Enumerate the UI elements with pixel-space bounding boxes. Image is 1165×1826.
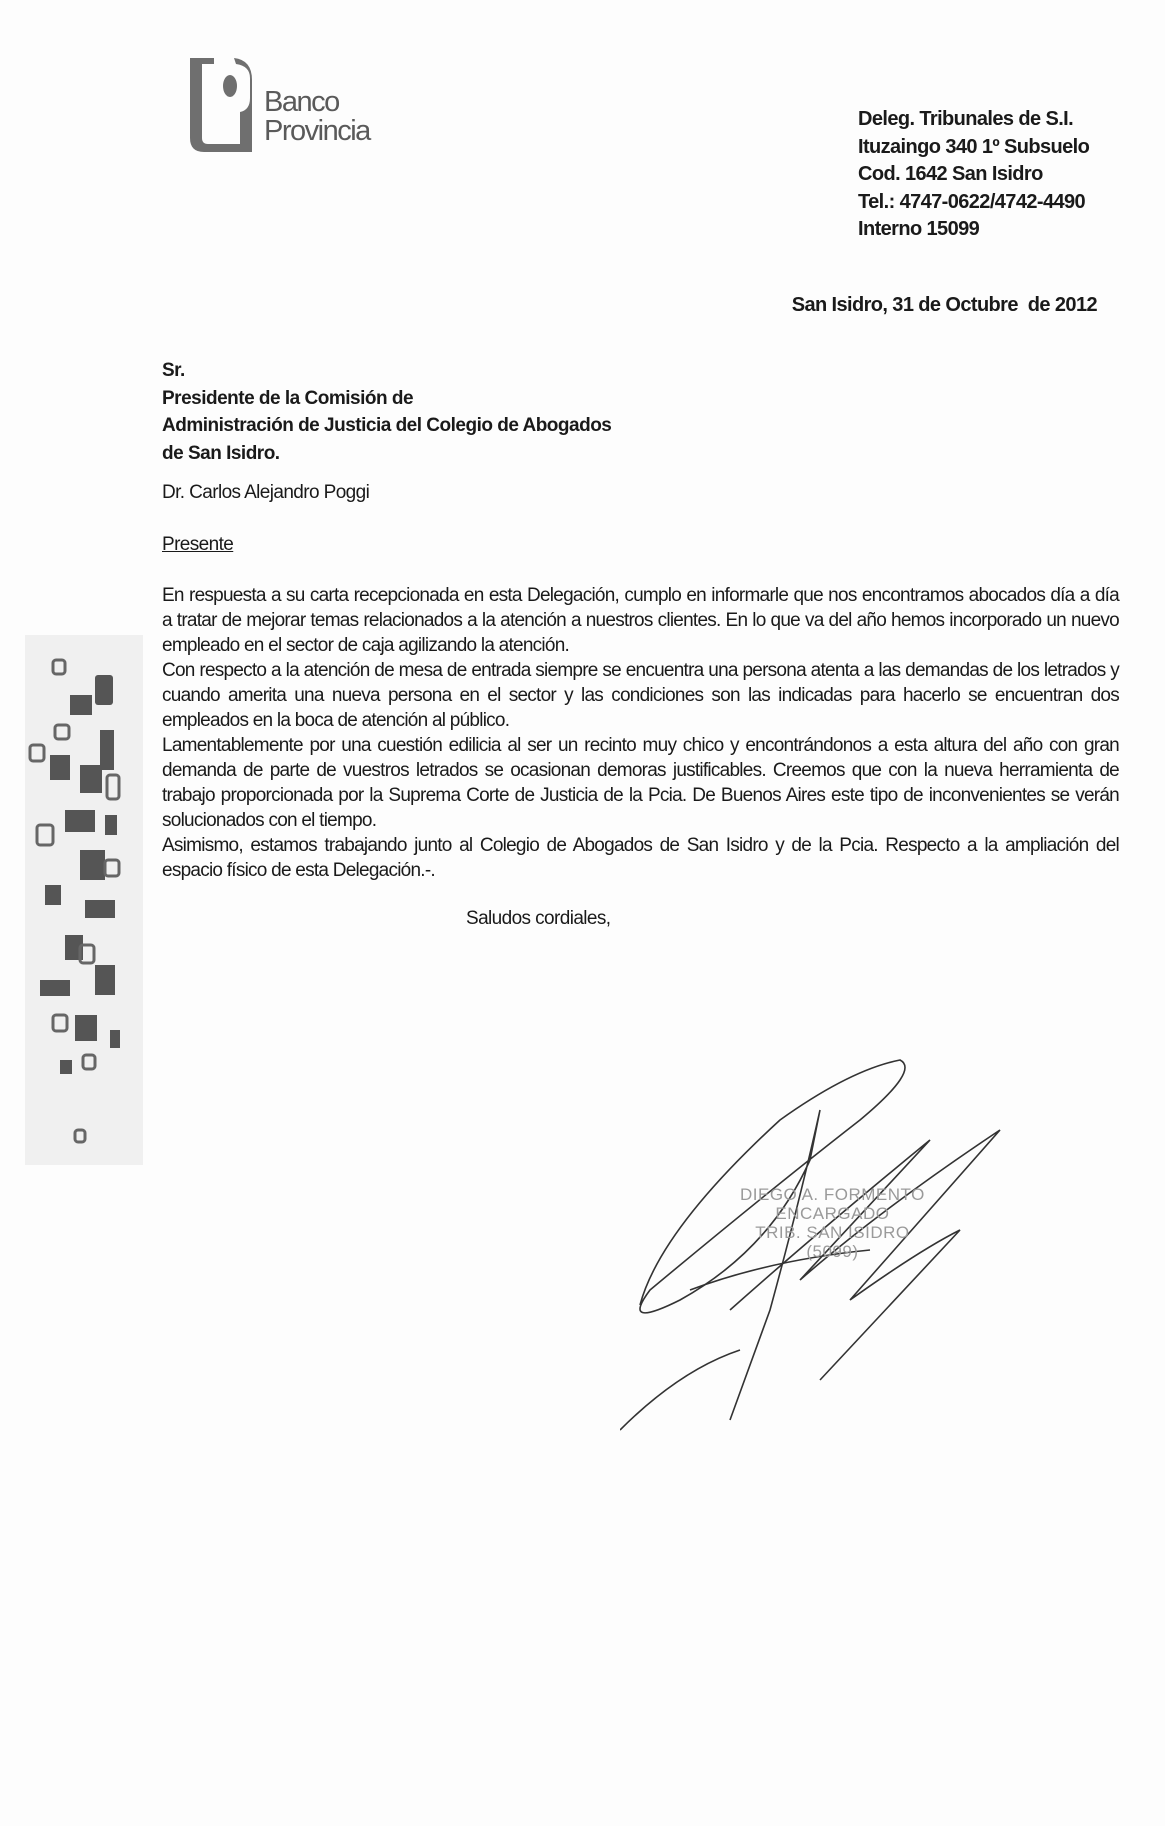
recipient [162,357,611,467]
body-paragraph: Asimismo, estamos trabajando junto al Colegio de Abogados de San Isidro y de la Pcia. Respecto a la ampliación del espacio físico de esta Delegación.-. [162,835,1119,881]
logo-text [264,88,370,146]
body-paragraph: Lamentablemente por una cuestión edilicia al ser un recinto muy chico y encontrándonos a esta altura del año con gran demanda de parte de vuestros letrados se ocasionan demoras justificables. Creemos que con la nueva herramienta de trabajo proporcionada por la Suprema Corte de Justicia de la Pcia. De Buenos Aires este tipo de inconvenientes se verán solucionados con el tiempo. [162,735,1119,831]
recipient-line: Presidente de la Comisión de [162,387,414,409]
letter-date: San Isidro, 31 de Octubre de 2012 [791,294,1097,316]
recipient-name: Dr. Carlos Alejandro Poggi [162,482,370,503]
stamp-line: ENCARGADO [775,1204,890,1223]
stamp-line: (5099) [806,1242,859,1261]
logo-line-2: Provincia [264,115,370,147]
recipient-line: Sr. [162,360,185,381]
presente-label: Presente [162,534,234,555]
address-line: Ituzaingo 340 1º Subsuelo [858,135,1090,158]
body-paragraph: En respuesta a su carta recepcionada en esta Delegación, cumplo en informarle que nos encontramos abocados día a día a tratar de mejorar temas relacionados a la atención a nuestros clientes. En lo que va del año hemos incorporado un nuevo empleado en el sector de caja agilizando la atención. [162,585,1119,656]
recipient-line: de San Isidro. [162,442,280,464]
closing: Saludos cordiales, [466,908,611,929]
letter-body [162,583,1119,883]
stamp [740,1185,925,1261]
address-line: Deleg. Tribunales de S.I. [858,108,1074,130]
banco-provincia-logo-icon [190,58,252,152]
stamp-line: DIEGO A. FORMENTO [740,1185,925,1204]
address-line: Tel.: 4747-0622/4742-4490 [858,190,1086,213]
address-line: Interno 15099 [858,218,980,240]
pattern-shapes-icon [25,635,143,1165]
address-line: Cod. 1642 San Isidro [858,163,1043,185]
stamp-line: TRIB. SAN ISIDRO [755,1223,910,1242]
recipient-line: Administración de Justicia del Colegio de Abogados [162,415,612,436]
signature-icon [620,1050,1060,1500]
sender-address [858,106,1089,244]
decorative-pattern [25,635,143,1165]
logo-line-1: Banco [264,86,339,118]
body-paragraph: Con respecto a la atención de mesa de entrada siempre se encuentra una persona atenta a las demandas de los letrados y cuando amerita una nueva persona en el sector y las condiciones son las indicadas para hacerlo se encuentran dos empleados en la boca de atención al público. [162,660,1119,731]
